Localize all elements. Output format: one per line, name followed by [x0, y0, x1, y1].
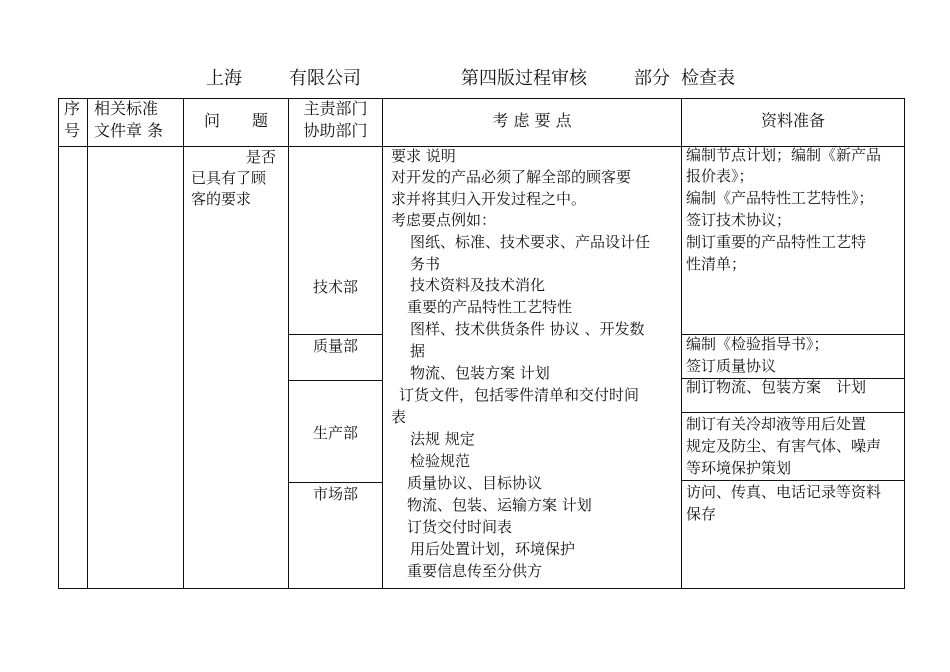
points-line: 图样、技术供货条件 协议 、开发数	[410, 320, 645, 338]
title-company-prefix: 上海	[206, 68, 242, 89]
prep-production-line: 规定及防尘、有害气体、噪声	[686, 437, 882, 455]
header-standard-line1: 相关标准	[94, 99, 159, 118]
points-line: 订货交付时间表	[407, 518, 513, 536]
points-line: 法规 规定	[410, 430, 475, 448]
prep-divider	[681, 412, 904, 413]
prep-tech-line: 签订技术协议；	[686, 211, 792, 229]
points-line: 对开发的产品必须了解全部的顾客要	[391, 168, 632, 186]
points-line: 技术资料及技术消化	[410, 276, 546, 294]
points-line: 据	[410, 342, 426, 360]
header-dept-line1: 主责部门	[303, 99, 368, 118]
prep-logistics-line: 制订物流、包装方案 计划	[686, 378, 867, 396]
points-line: 表	[391, 408, 407, 426]
prep-market-line: 保存	[686, 505, 717, 523]
question-line: 已具有了顾	[191, 169, 267, 187]
points-line: 要求 说明	[391, 147, 456, 165]
header-points: 考 虑 要 点	[492, 111, 572, 130]
prep-tech-line: 编制《产品特性工艺特性》；	[686, 189, 874, 207]
table-left-border	[58, 98, 59, 589]
title-checklist: 检查表	[681, 68, 735, 89]
prep-production-line: 制订有关冷却液等用后处置	[686, 415, 867, 433]
dept-production: 生产部	[312, 424, 358, 442]
points-line: 物流、包装方案 计划	[410, 364, 550, 382]
points-line: 订货文件，包括零件清单和交付时间	[399, 386, 640, 404]
header-question: 问 题	[203, 111, 268, 130]
table-right-border	[904, 98, 905, 589]
header-seq-line1: 序	[64, 99, 81, 118]
title-part: 部分	[634, 68, 670, 89]
prep-tech-line: 性清单；	[686, 255, 747, 273]
prep-quality-line: 签订质量协议	[686, 357, 777, 375]
points-line: 图纸、标准、技术要求、产品设计任	[410, 233, 651, 251]
question-line: 客的要求	[191, 190, 252, 208]
prep-tech-line: 编制节点计划；编制《新产品	[686, 146, 882, 164]
points-line: 考虑要点例如：	[391, 211, 497, 229]
table-bottom-border	[58, 588, 905, 589]
points-line: 求并将其归入开发过程之中。	[391, 190, 587, 208]
column-divider	[681, 98, 682, 589]
column-divider	[183, 98, 184, 589]
points-line: 质量协议、目标协议	[407, 474, 543, 492]
prep-quality-line: 编制《检验指导书》；	[686, 335, 829, 353]
dept-quality: 质量部	[312, 337, 358, 355]
points-line: 重要信息传至分供方	[407, 562, 543, 580]
points-line: 物流、包装、运输方案 计划	[407, 496, 592, 514]
prep-tech-line: 报价表》；	[686, 167, 754, 185]
header-prep: 资料准备	[760, 111, 825, 130]
dept-divider	[288, 334, 382, 335]
prep-divider	[681, 480, 904, 481]
question-line: 是否	[246, 148, 277, 166]
title-edition: 第四版过程审核	[461, 68, 587, 89]
prep-production-line: 等环境保护策划	[686, 459, 792, 477]
header-standard-line2: 文件章 条	[94, 121, 164, 140]
prep-market-line: 访问、传真、电话记录等资料	[686, 483, 882, 501]
points-line: 用后处置计划，环境保护	[410, 540, 576, 558]
header-seq-line2: 号	[64, 121, 81, 140]
dept-tech: 技术部	[312, 278, 358, 296]
title-company-suffix: 有限公司	[289, 68, 361, 89]
header-dept-line2: 协助部门	[303, 121, 368, 140]
points-line: 检验规范	[410, 452, 471, 470]
dept-divider	[288, 380, 382, 381]
prep-tech-line: 制订重要的产品特性工艺特	[686, 233, 867, 251]
dept-divider	[288, 482, 382, 483]
table-top-border	[58, 98, 905, 99]
column-divider	[87, 98, 88, 589]
points-line: 务书	[410, 255, 441, 273]
points-line: 重要的产品特性工艺特性	[407, 298, 573, 316]
column-divider	[382, 98, 383, 589]
dept-market: 市场部	[312, 485, 358, 503]
